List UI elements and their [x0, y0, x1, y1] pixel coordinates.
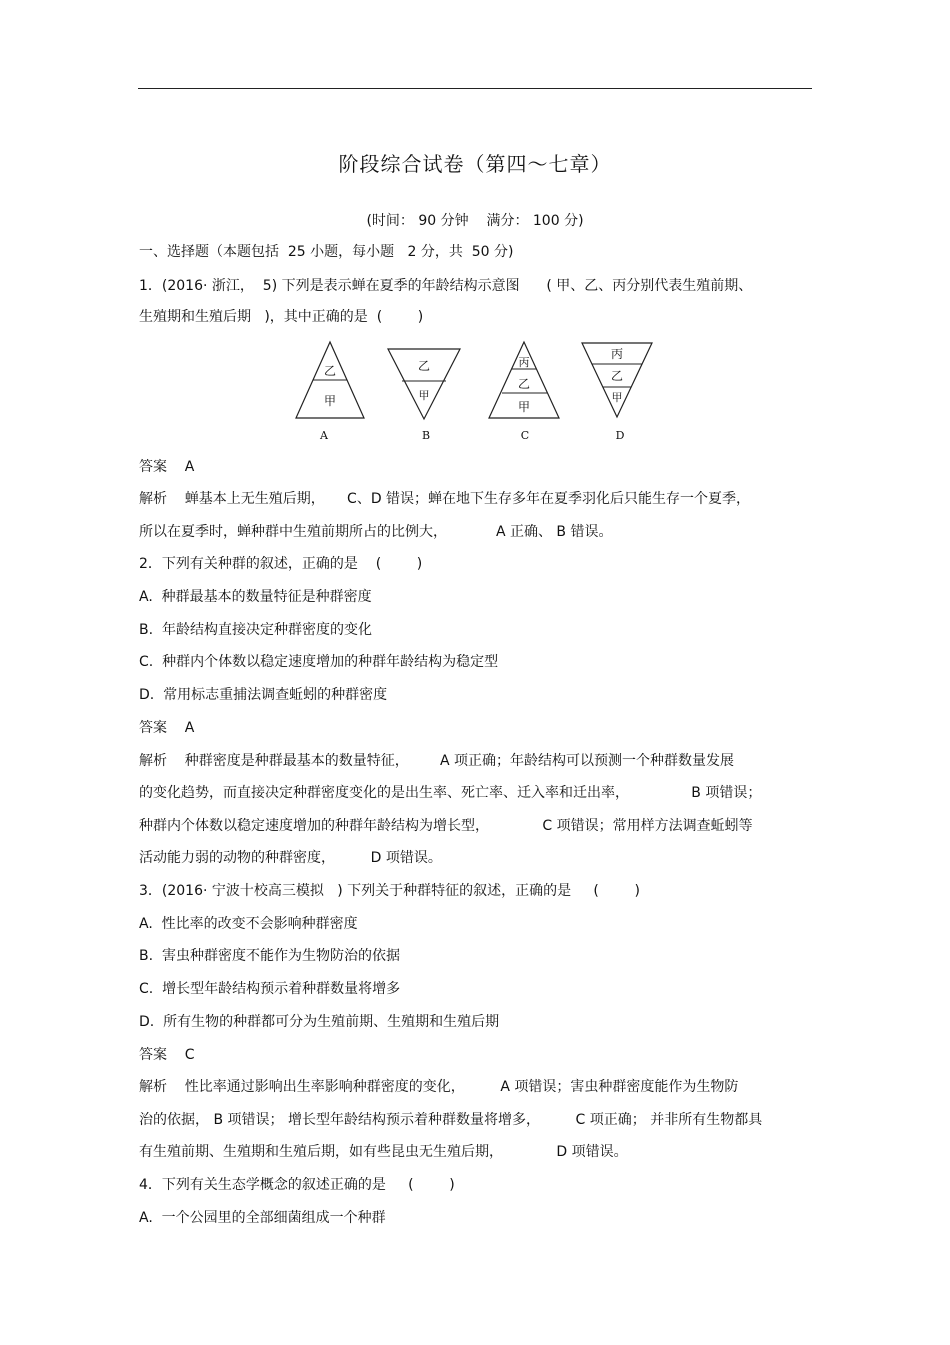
figure-d-stage-yi: 乙: [610, 369, 624, 383]
question-2: 2．下列有关种群的叙述，正确的是 ( ): [139, 556, 423, 572]
figure-c-stage-bing: 丙: [518, 356, 530, 369]
header-rule: [138, 88, 812, 89]
question-3-option-d: D. 所有生物的种群都可分为生殖前期、生殖期和生殖后期: [139, 1014, 500, 1030]
figure-a-stage-yi: 乙: [323, 364, 337, 378]
question-3-option-c: C. 增长型年龄结构预示着种群数量将增多: [139, 981, 401, 997]
question-4: 4．下列有关生态学概念的叙述正确的是 ( ): [139, 1177, 455, 1193]
answer-1: 答案 A: [139, 459, 195, 475]
page-title: 阶段综合试卷（第四～七章）: [338, 152, 612, 176]
figure-c-stage-jia: 甲: [517, 400, 531, 414]
figure-d: [582, 343, 652, 442]
figure-label-b: B: [421, 429, 431, 442]
figure-c: [489, 342, 559, 442]
figure-b-stage-jia: 甲: [418, 389, 430, 402]
answer-2: 答案 A: [139, 720, 195, 736]
question-3-option-a: A. 性比率的改变不会影响种群密度: [139, 916, 358, 932]
question-3-option-b: B. 害虫种群密度不能作为生物防治的依据: [139, 948, 400, 964]
figure-label-c: C: [520, 429, 530, 442]
figure-d-stage-bing: 丙: [610, 347, 624, 361]
question-1-line-2: 生殖期和生殖后期 )，其中正确的是 ( ): [139, 309, 424, 325]
figure-b: [388, 349, 460, 442]
analysis-1-line-1: 解析 蝉基本上无生殖后期， C、D 错误；蝉在地下生存多年在夏季羽化后只能生存一个夏季，: [139, 491, 751, 507]
figure-b-stage-yi: 乙: [417, 359, 431, 373]
figure-d-stage-jia: 甲: [611, 391, 623, 404]
section-heading: 一、选择题（本题包括 25 小题，每小题 2 分，共 50 分): [139, 244, 514, 260]
question-2-option-c: C. 种群内个体数以稳定速度增加的种群年龄结构为稳定型: [139, 654, 499, 670]
question-2-option-a: A. 种群最基本的数量特征是种群密度: [139, 589, 372, 605]
figure-a: [296, 342, 364, 442]
analysis-2-line-4: 活动能力弱的动物的种群密度， D 项错误。: [139, 850, 442, 866]
analysis-2-line-2: 的变化趋势，而直接决定种群密度变化的是出生率、死亡率、迁入率和迁出率， B 项错误；: [139, 785, 762, 801]
analysis-2-line-3: 种群内个体数以稳定速度增加的种群年龄结构为增长型， C 项错误；常用样方法调查蚯蚓等: [139, 818, 753, 834]
age-structure-figure: [290, 338, 660, 448]
analysis-3-line-2: 治的依据， B 项错误； 增长型年龄结构预示着种群数量将增多， C 项正确； 并非所有生物都具: [139, 1112, 763, 1128]
analysis-3-line-1: 解析 性比率通过影响出生率影响种群密度的变化， A 项错误；害虫种群密度能作为生物防: [139, 1079, 739, 1095]
analysis-2-line-1: 解析 种群密度是种群最基本的数量特征， A 项正确；年龄结构可以预测一个种群数量发展: [139, 753, 734, 769]
figure-label-a: A: [320, 429, 328, 442]
question-3: 3．(2016· 宁波十校高三模拟 ) 下列关于种群特征的叙述，正确的是 ( ): [139, 883, 640, 899]
question-1-line-1: 1．(2016· 浙江， 5) 下列是表示蝉在夏季的年龄结构示意图 ( 甲、乙、丙分别代表生殖前期、: [139, 278, 753, 294]
exam-info: (时间： 90 分钟 满分： 100 分): [366, 213, 584, 229]
question-4-option-a: A. 一个公园里的全部细菌组成一个种群: [139, 1210, 386, 1226]
figure-a-stage-jia: 甲: [323, 394, 337, 408]
question-2-option-d: D. 常用标志重捕法调查蚯蚓的种群密度: [139, 687, 388, 703]
question-2-option-b: B. 年龄结构直接决定种群密度的变化: [139, 622, 372, 638]
figure-c-stage-yi: 乙: [517, 377, 531, 391]
figure-label-d: D: [615, 429, 625, 442]
analysis-3-line-3: 有生殖前期、生殖期和生殖后期，如有些昆虫无生殖后期， D 项错误。: [139, 1144, 628, 1160]
analysis-1-line-2: 所以在夏季时，蝉种群中生殖前期所占的比例大， A 正确、 B 错误。: [139, 524, 613, 540]
answer-3: 答案 C: [139, 1047, 195, 1063]
